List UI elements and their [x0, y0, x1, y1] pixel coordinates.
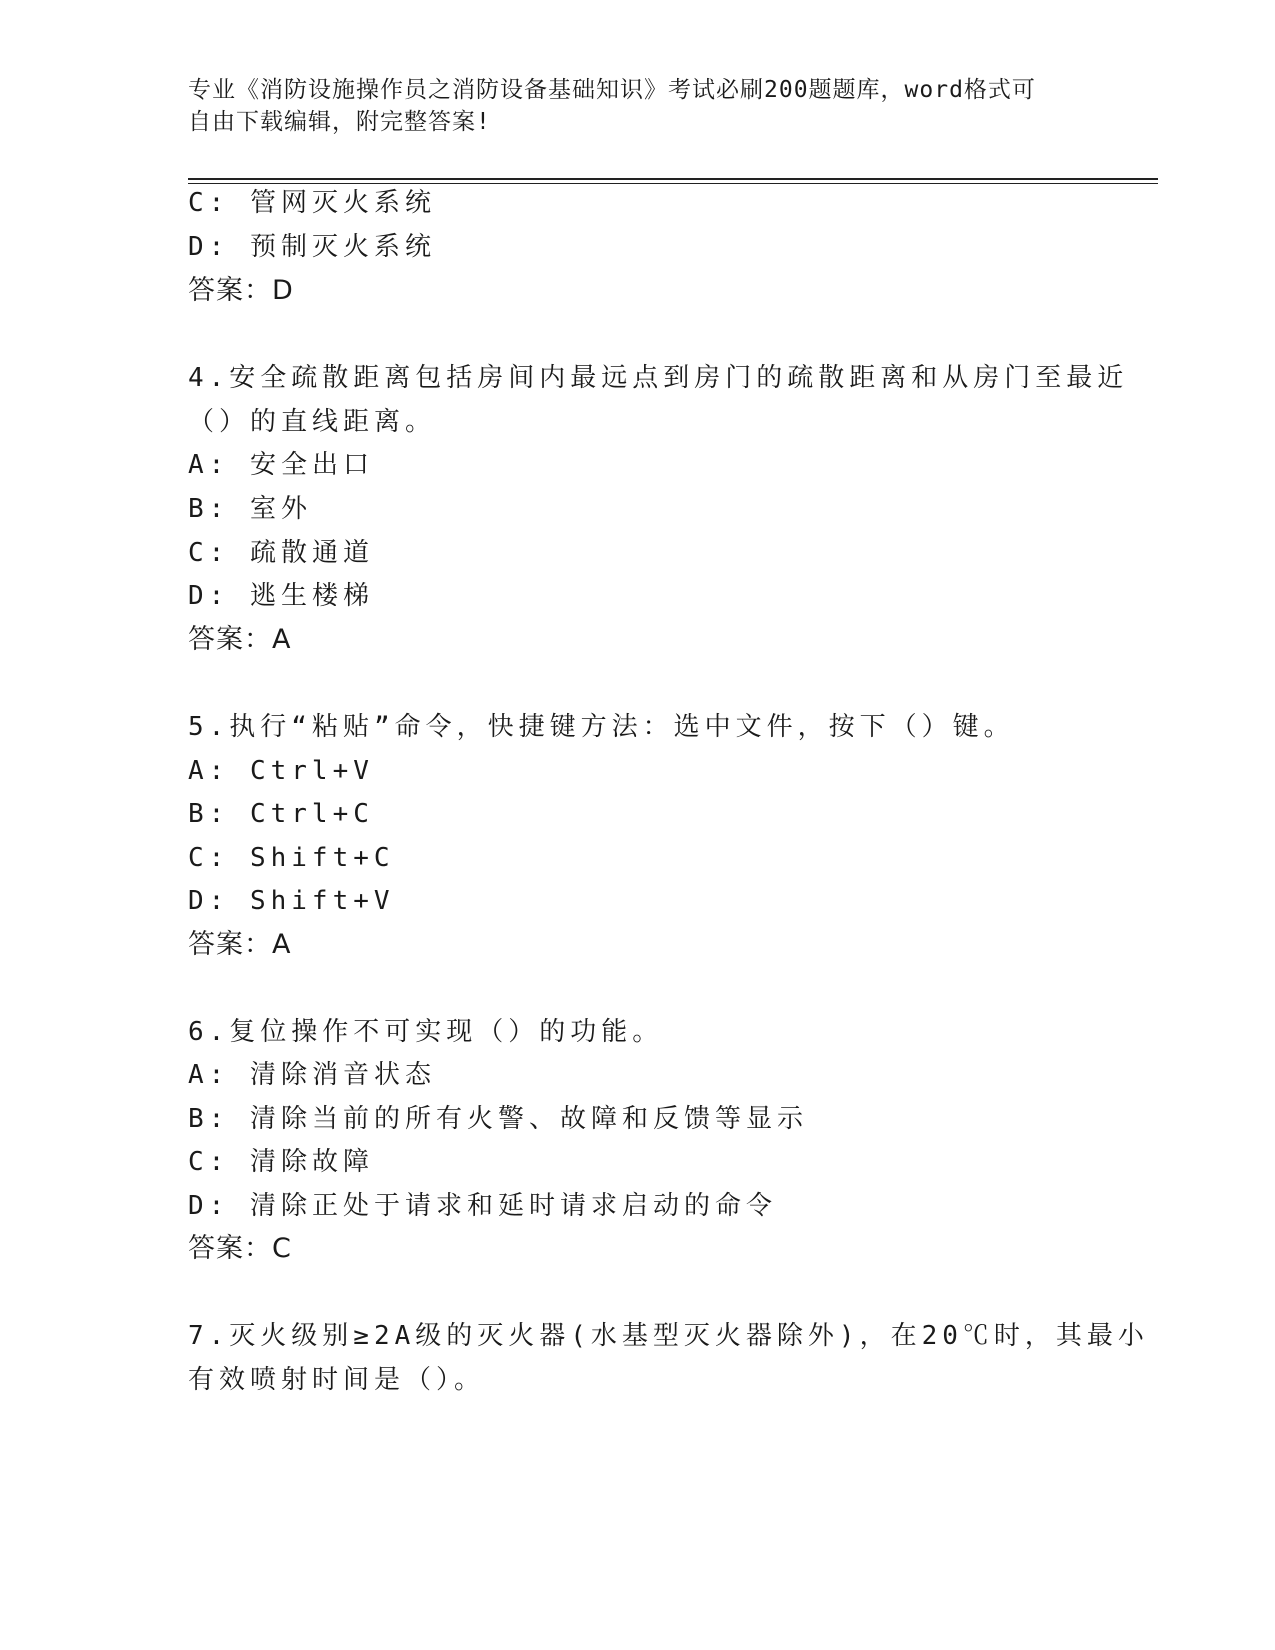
- header-divider-thin: [188, 183, 1158, 184]
- option-d: D: 预制灭火系统: [188, 232, 436, 262]
- question-stem: 4.安全疏散距离包括房间内最远点到房门的疏散距离和从房门至最近: [188, 363, 1129, 393]
- question-stem: 5.执行“粘贴”命令，快捷键方法：选中文件，按下（）键。: [188, 712, 1015, 742]
- option-a: A: 清除消音状态: [188, 1060, 436, 1090]
- document-header: [188, 74, 1088, 138]
- question-stem-cont: （）的直线距离。: [188, 407, 437, 437]
- answer-label: 答案：D: [188, 275, 294, 306]
- option-b: B: 清除当前的所有火警、故障和反馈等显示: [188, 1104, 808, 1134]
- answer-label: 答案：A: [188, 624, 292, 655]
- header-line-2: 自由下载编辑，附完整答案!: [188, 109, 491, 135]
- answer-label: 答案：C: [188, 1233, 292, 1264]
- option-b: B: Ctrl+C: [188, 799, 374, 829]
- option-d: D: 逃生楼梯: [188, 581, 374, 611]
- answer-label: 答案：A: [188, 929, 292, 960]
- option-a: A: Ctrl+V: [188, 756, 374, 786]
- option-b: B: 室外: [188, 494, 312, 524]
- option-a: A: 安全出口: [188, 450, 374, 480]
- option-c: C: 疏散通道: [188, 538, 374, 568]
- option-d: D: Shift+V: [188, 886, 395, 916]
- option-c: C: Shift+C: [188, 843, 395, 873]
- header-divider: [188, 178, 1158, 180]
- question-stem: 7.灭火级别≥2A级的灭火器(水基型灭火器除外)，在20℃时，其最小: [188, 1321, 1149, 1351]
- question-stem-cont: 有效喷射时间是（）。: [188, 1365, 486, 1395]
- header-line-1: 专业《消防设施操作员之消防设备基础知识》考试必刷200题题库，word格式可: [188, 77, 1036, 103]
- option-d: D: 清除正处于请求和延时请求启动的命令: [188, 1191, 777, 1221]
- option-c: C: 管网灭火系统: [188, 188, 436, 218]
- option-c: C: 清除故障: [188, 1147, 374, 1177]
- question-stem: 6.复位操作不可实现（）的功能。: [188, 1017, 664, 1047]
